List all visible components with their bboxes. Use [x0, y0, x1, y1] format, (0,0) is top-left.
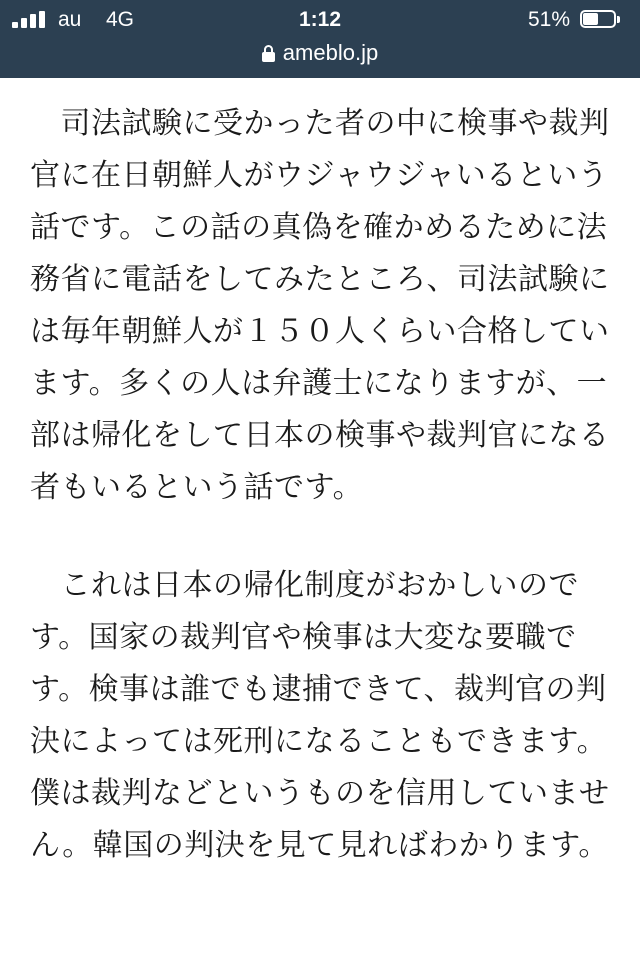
article-paragraph: 司法試験に受かった者の中に検事や裁判官に在日朝鮮人がウジャウジャいるという話です。この話の真偽を確かめるために法務省に電話をしてみたところ、司法試験には毎年朝鮮人が１５０人くらい合格しています。多くの人は弁護士になりますが、一部は帰化をして日本の検事や裁判官になる者もいるという話です。 [30, 106, 610, 505]
network-type: 4G [106, 8, 135, 31]
article-paragraph: これは日本の帰化制度がおかしいのです。国家の裁判官や検事は大変な要職です。検事は誰でも逮捕できて、裁判官の判決によっては死刑になることもできます。僕は裁判などというものを信用していません。韓国の判決を見て見ればわかります。 [30, 568, 610, 863]
battery-fill [583, 13, 598, 25]
address-bar[interactable] [0, 40, 640, 70]
url-text[interactable]: ameblo.jp [282, 40, 379, 65]
status-time: 1:12 [298, 8, 342, 31]
carrier-name: au [58, 8, 82, 31]
article-content [0, 78, 640, 958]
lock-icon [262, 45, 275, 62]
status-bar [0, 0, 640, 40]
battery-icon [580, 10, 622, 30]
browser-header [0, 0, 640, 78]
battery-percent: 51% [527, 8, 570, 31]
